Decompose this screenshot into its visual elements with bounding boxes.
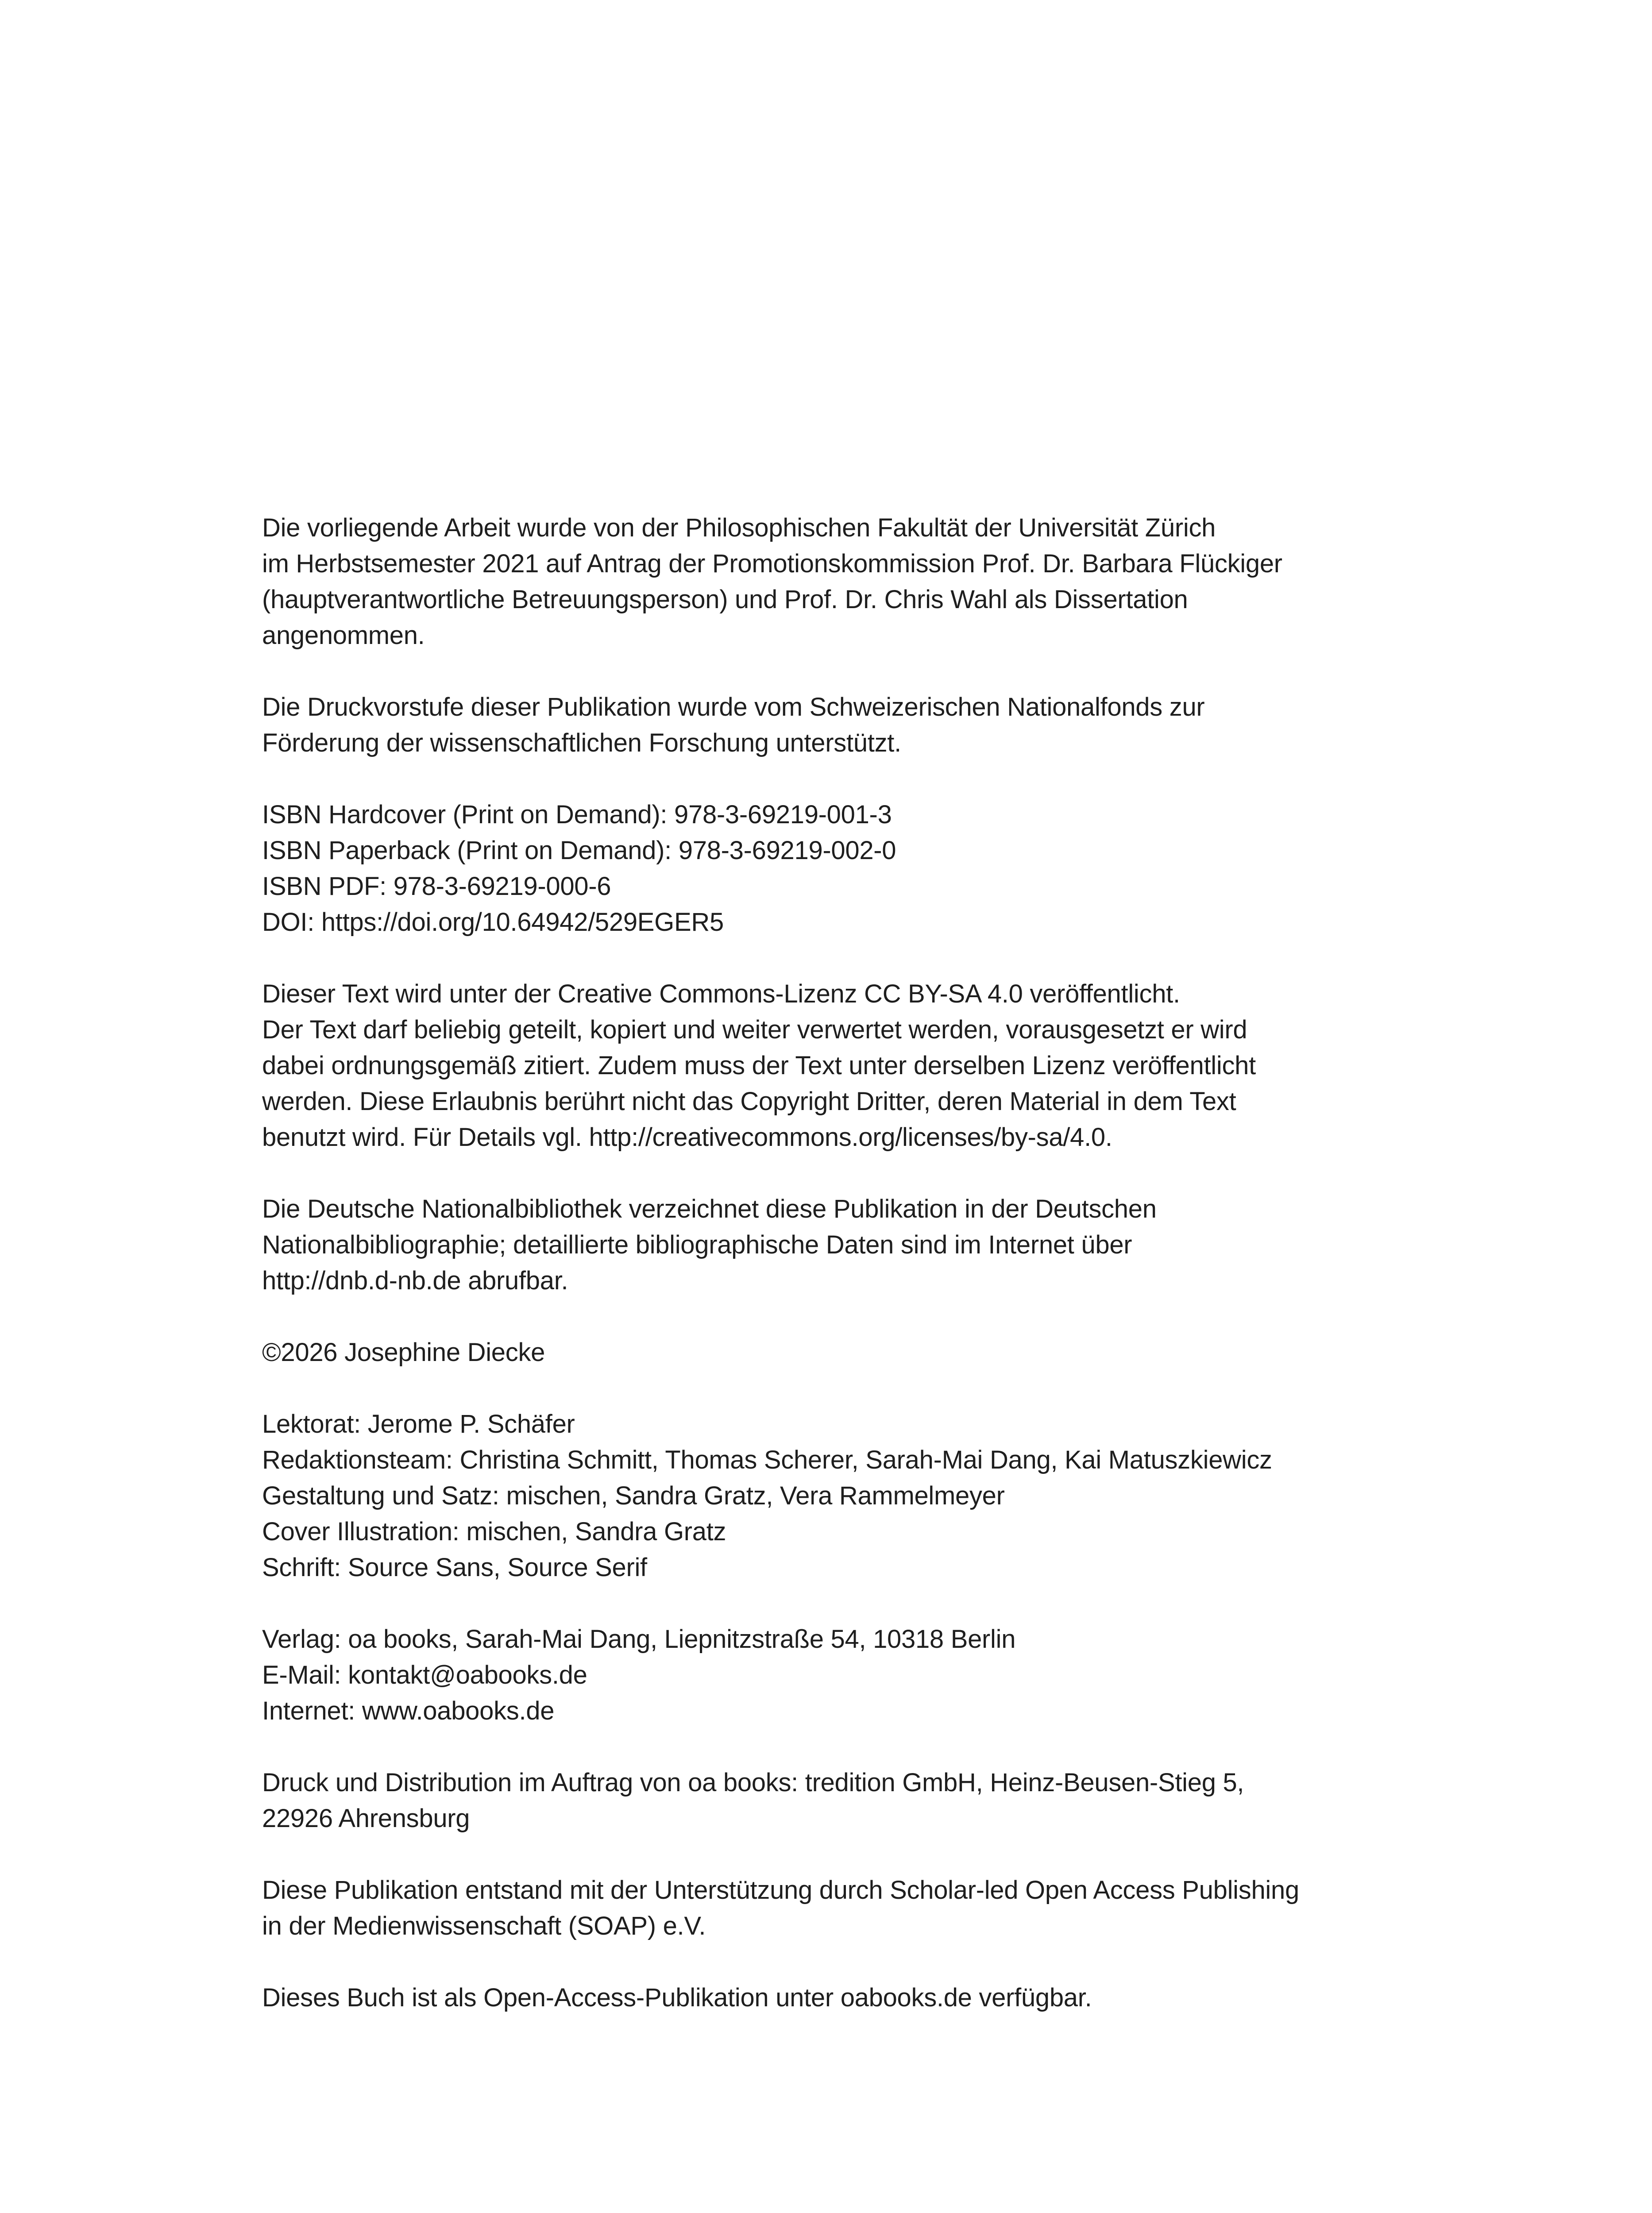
isbn-paperback: ISBN Paperback (Print on Demand): 978-3-69219-002-0 [262, 836, 896, 865]
text-line: Nationalbibliographie; detaillierte bibliographische Daten sind im Internet über [262, 1230, 1132, 1259]
publisher-info [262, 1621, 1457, 1729]
text-line: Druck und Distribution im Auftrag von oa books: tredition GmbH, Heinz-Beusen-Stieg 5, [262, 1768, 1244, 1797]
credit-design: Gestaltung und Satz: mischen, Sandra Gratz, Vera Rammelmeyer [262, 1481, 1005, 1510]
identifiers [262, 797, 1457, 940]
license-note [262, 976, 1457, 1155]
text-line: Die Druckvorstufe dieser Publikation wurde vom Schweizerischen Nationalfonds zur [262, 693, 1205, 721]
publisher-address: Verlag: oa books, Sarah-Mai Dang, Liepnitzstraße 54, 10318 Berlin [262, 1625, 1016, 1654]
imprint-text-block [262, 510, 1457, 2016]
text-line: Die vorliegende Arbeit wurde von der Philosophischen Fakultät der Universität Zürich [262, 513, 1216, 542]
text-line: 22926 Ahrensburg [262, 1804, 470, 1833]
credit-typeface: Schrift: Source Sans, Source Serif [262, 1553, 647, 1582]
credits [262, 1406, 1457, 1585]
text-line: Förderung der wissenschaftlichen Forschung unterstützt. [262, 729, 901, 757]
availability-note [262, 1980, 1457, 2016]
text-line: http://dnb.d-nb.de abrufbar. [262, 1266, 568, 1295]
text-line: Dieser Text wird unter der Creative Commons-Lizenz CC BY-SA 4.0 veröffentlicht. [262, 979, 1180, 1008]
text-line: werden. Diese Erlaubnis berührt nicht das Copyright Dritter, deren Material in dem Text [262, 1087, 1236, 1116]
text-line: dabei ordnungsgemäß zitiert. Zudem muss der Text unter derselben Lizenz veröffentlicht [262, 1051, 1256, 1080]
copyright-line: ©2026 Josephine Diecke [262, 1338, 545, 1367]
isbn-hardcover: ISBN Hardcover (Print on Demand): 978-3-69219-001-3 [262, 800, 892, 829]
support-note [262, 1872, 1457, 1944]
text-line: Diese Publikation entstand mit der Unterstützung durch Scholar-led Open Access Publishing [262, 1876, 1299, 1905]
text-line: Die Deutsche Nationalbibliothek verzeichnet diese Publikation in der Deutschen [262, 1195, 1157, 1223]
distribution-note [262, 1765, 1457, 1836]
publisher-website: Internet: www.oabooks.de [262, 1696, 555, 1725]
credit-editorial-team: Redaktionsteam: Christina Schmitt, Thomas Scherer, Sarah-Mai Dang, Kai Matuszkiewicz [262, 1446, 1272, 1474]
text-line: im Herbstsemester 2021 auf Antrag der Promotionskommission Prof. Dr. Barbara Flückiger [262, 549, 1282, 578]
credit-cover: Cover Illustration: mischen, Sandra Gratz [262, 1517, 726, 1546]
text-line: benutzt wird. Für Details vgl. http://creativecommons.org/licenses/by-sa/4.0. [262, 1123, 1112, 1152]
text-line: Dieses Buch ist als Open-Access-Publikation unter oabooks.de verfügbar. [262, 1983, 1092, 2012]
isbn-pdf: ISBN PDF: 978-3-69219-000-6 [262, 872, 611, 901]
funding-note [262, 689, 1457, 761]
dissertation-note [262, 510, 1457, 653]
copyright-note [262, 1334, 1457, 1370]
text-line: (hauptverantwortliche Betreuungsperson) und Prof. Dr. Chris Wahl als Dissertation [262, 585, 1188, 614]
text-line: Der Text darf beliebig geteilt, kopiert und weiter verwertet werden, vorausgesetzt er wird [262, 1015, 1247, 1044]
doi: DOI: https://doi.org/10.64942/529EGER5 [262, 908, 724, 937]
credit-editing: Lektorat: Jerome P. Schäfer [262, 1410, 575, 1438]
text-line: angenommen. [262, 621, 425, 650]
publisher-email: E-Mail: kontakt@oabooks.de [262, 1661, 587, 1689]
text-line: in der Medienwissenschaft (SOAP) e.V. [262, 1912, 706, 1940]
dnb-note [262, 1191, 1457, 1299]
